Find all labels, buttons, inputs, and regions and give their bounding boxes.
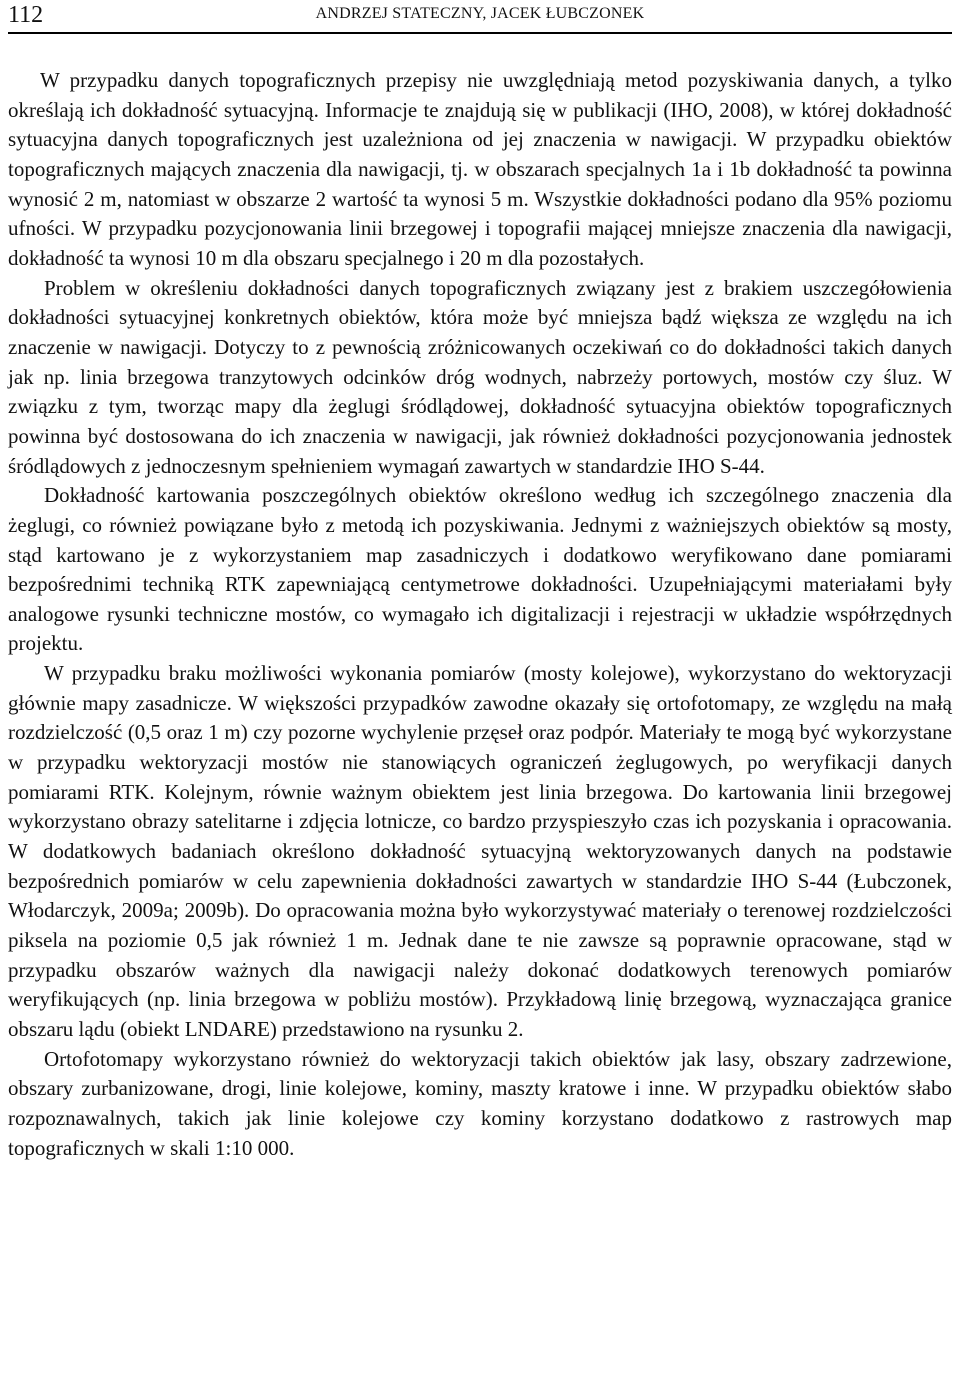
body-text [8,66,952,1163]
paragraph: Ortofotomapy wykorzystano również do wektoryzacji takich obiektów jak lasy, obszary zadrzewione, obszary zurbanizowane, drogi, linie kolejowe, kominy, maszty kratowe i inne. W przypadku obiektów słabo rozpoznawalnych, takich jak linie kolejowe czy kominy korzystano dodatkowo z rastrowych map topograficznych w skali 1:10 000. [8,1046,952,1160]
paragraph: Dokładność kartowania poszczególnych obiektów określono według ich szczególnego znaczenia dla żeglugi, co również powiązane było z metodą ich pozyskiwania. Jednymi z ważniejszych obiektów są mosty, stąd kartowano je z wykorzystaniem map zasadniczych i dodatkowo weryfikowano dane pomiarami bezpośrednimi techniką RTK zapewniającą centymetrowe dokładności. Uzupełniającymi materiałami były analogowe rysunki techniczne mostów, co wymagało ich digitalizacji i rejestracji w układzie współrzędnych projektu. [8,483,952,656]
page-header [8,0,952,34]
page-number: 112 [8,2,44,28]
paragraph: W przypadku braku możliwości wykonania pomiarów (mosty kolejowe), wykorzystano do wektoryzacji głównie mapy zasadnicze. W większości przypadków zawodne okazały się ortofotomapy, ze względu na małą rozdzielczość (0,5 oraz 1 m) czy pozorne wychylenie przęseł oraz podpór. Materiały te mogą być wykorzystane w przypadku wektoryzacji mostów nie stanowiących ograniczeń żeglugowych, po weryfikacji danych pomiarami RTK. Kolejnym, równie ważnym obiektem jest linia brzegowa. Do kartowania linii brzegowej wykorzystano obrazy satelitarne i zdjęcia lotnicze, co bardzo przyspieszyło czas ich pozyskania i opracowania. W dodatkowych badaniach określono dokładność sytuacyjną wektoryzowanych danych na podstawie bezpośrednich pomiarów w celu zapewnienia dokładności zawartych w standardzie IHO S-44 (Łubczonek, Włodarczyk, 2009a; 2009b). Do opracowania można było wykorzystywać materiały o terenowej rozdzielczości piksela na poziomie 0,5 jak również 1 m. Jednak dane te nie zawsze są poprawnie opracowane, stąd w przypadku obszarów ważnych dla nawigacji należy dokonać dodatkowych terenowych pomiarów weryfikujących (np. linia brzegowa w pobliżu mostów). Przykładową linię brzegową, wyznaczająca granice obszaru lądu (obiekt LNDARE) przedstawiono na rysunku 2. [8,661,952,1041]
paragraph: W przypadku danych topograficznych przepisy nie uwzględniają metod pozyskiwania danych, a tylko określają ich dokładność sytuacyjną. Informacje te znajdują się w publikacji (IHO, 2008), w której dokładność sytuacyjna danych topograficznych jest uzależniona od jej znaczenia w nawigacji. W przypadku obiektów topograficznych mających znaczenia dla nawigacji, tj. w obszarach specjalnych 1a i 1b dokładność ta powinna wynosić 2 m, natomiast w obszarze 2 wartość ta wynosi 5 m. Wszystkie dokładności podano dla 95% poziomu ufności. W przypadku pozycjonowania linii brzegowej i topografii mającej mniejsze znaczenia dla nawigacji, dokładność ta wynosi 10 m dla obszaru specjalnego i 20 m dla pozostałych. [8,68,952,270]
paragraph: Problem w określeniu dokładności danych topograficznych związany jest z brakiem uszczegółowienia dokładności sytuacyjnej konkretnych obiektów, która może być mniejsza bądź większa ze względu na ich znaczenie w nawigacji. Dotyczy to z pewnością zróżnicowanych oczekiwań co do dokładności takich danych jak np. linia brzegowa tranzytowych odcinków dróg wodnych, nabrzeży portowych, mostów czy śluz. W związku z tym, tworząc mapy dla żeglugi śródlądowej, dokładność sytuacyjna obiektów topograficznych powinna być dostosowana do ich znaczenia w nawigacji, jak również dokładności pozycjonowania jednostek śródlądowych z jednoczesnym spełnieniem wymagań zawartych w standardzie IHO S-44. [8,275,952,478]
running-head: ANDRZEJ STATECZNY, JACEK ŁUBCZONEK [315,5,645,22]
